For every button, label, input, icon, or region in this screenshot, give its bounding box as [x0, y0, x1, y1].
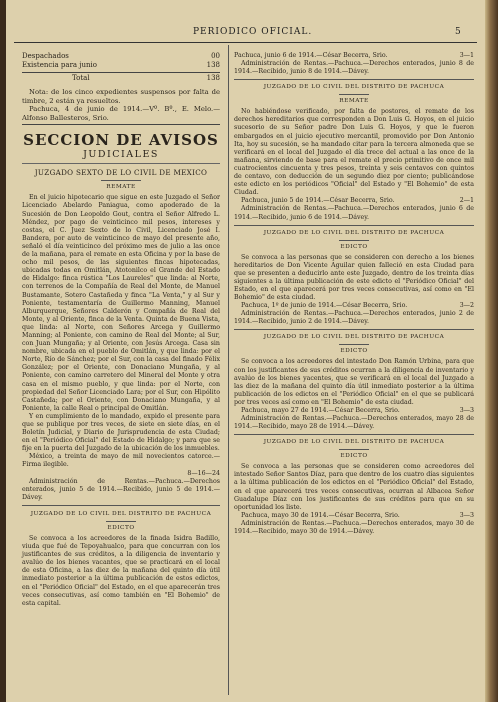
ad-heading: JUZGADO SEXTO DE LO CIVIL DE MEXICO: [34, 168, 208, 178]
summary-row: Despachados 00: [22, 52, 220, 60]
ad-admin: Administración de Rentas.—Pachuca.—Derechos enterados, junio 6 de 1914.—Recibido, junio 6 de 1914.—Dávey.: [234, 205, 474, 221]
ad-admin: Administración de Rentas.—Pachuca.—Derechos enterados, junio 2 de 1914.—Recibido, junio 2 de 1914.—Dávey.: [234, 310, 474, 326]
masthead: PERIODICO OFICIAL.: [193, 27, 313, 37]
ad-body: México, a treinta de mayo de mil novecientos catorce.— Firma ilegible.: [22, 453, 220, 469]
ad-body: Se convoca a los acreedores de la finada Isidra Badillo, viuda que fué de Tepoyahualco, para que concurran con los justificantes de sus créditos, a la diligencia de inventario y avalúo de los bienes vacantes, que se practicará en el local de esta Oficina, a las diez de la mañana del quinto día útil inmediato posterior a la última publicación de estos edictos, en el "Periódico Oficial" del Estado, en el que aparecerán tres veces consecutivas, así como también en "El Bohemio" de esta capital.: [22, 534, 220, 607]
ad-type: EDICTO: [340, 348, 368, 355]
ad-type: EDICTO: [340, 453, 368, 460]
signoff: Pachuca, junio 5 de 1914.—César Becerra, Srio. 2—1: [241, 197, 474, 205]
ad-type: REMATE: [106, 184, 136, 191]
ad-heading: JUZGADO DE LO CIVIL DEL DISTRITO DE PACHUCA: [263, 334, 445, 341]
signoff: Pachuca, 1º de junio de 1914.—César Becerra, Srio. 3—2: [241, 302, 474, 310]
section-subtitle: JUDICIALES: [83, 149, 159, 161]
summary-row: Existencia para junio 138: [22, 61, 220, 69]
summary-total: Total 138: [22, 72, 220, 83]
ad-heading: JUZGADO DE LO CIVIL DEL DISTRITO DE PACHUCA: [263, 439, 445, 446]
ad-body: Se convoca a los acreedores del intestado Don Ramón Urbina, para que con los justificantes de sus créditos ocurran a la diligencia de inventario y avalúo de los bienes yacentes, que se verificará en el local del Juzgado a las diez de la mañana del quinto día útil inmediato posterior a la última publicación de los edictos en el "Periódico Oficial" en el que se publicará por tres veces así como en "El Bohemio" de esta ciudad.: [234, 358, 474, 406]
ad-type: EDICTO: [340, 243, 368, 250]
page-number: 5: [455, 27, 462, 37]
ad-heading: JUZGADO DE LO CIVIL DEL DISTRITO DE PACHUCA: [30, 510, 212, 517]
nota-signoff: Pachuca, 4 de junio de 1914.—Vº. Bº., E. Melo.— Alfonso Ballesteros, Srio.: [22, 105, 220, 122]
column-rule: [228, 45, 229, 695]
page-edge: [485, 0, 498, 702]
ad-admin: Administración de Rentas.—Pachuca.—Derechos enterados, junio 8 de 1914.—Recibido, junio 8 de 1914.—Dávey.: [234, 60, 474, 76]
ad-admin: Administración de Rentas.—Pachuca.—Derechos enterados, junio 5 de 1914.—Recibido, junio 5 de 1914.—Dávey.: [22, 477, 220, 501]
header-rule: [14, 42, 477, 43]
right-column: [234, 52, 474, 536]
ad-heading: JUZGADO DE LO CIVIL DEL DISTRITO DE PACHUCA: [263, 84, 445, 91]
book-binding: [0, 0, 6, 702]
ad-body: Y en cumplimiento de lo mandado, expido el presente para que se publique por tres veces, de siete en siete días, en el Boletín Judicial, y Diario de Jurisprudencia de esta Ciudad; en el "Periódico Oficial" del Estado de Hidalgo; y para que se fije en la puerta del Juzgado de la ubicación de los inmuebles.: [22, 412, 220, 453]
ad-type: REMATE: [339, 98, 369, 105]
avisos-banner: [22, 124, 220, 164]
ad-type: EDICTO: [107, 524, 135, 531]
ad-body: En el juicio hipotecario que sigue en este Juzgado el Señor Licenciado Abelardo Paniagua, como apoderado de la Sucesión de Don Leopoldo Gout, contra el Señor Alfredo L. Méndez, por pago de veinticinco mil pesos, intereses y costas, el C. Juez Sexto de lo Civil, Licenciado José I. Bandera, por auto de veinticinco de mayo del presente año, señaló el día veinticinco del próximo mes de julio a las once de la mañana, para el remate en esta Oficina y por la base de ocho mil pesos, de las siguientes fincas hipotecadas, ubicadas todas en Omitlán, Atotonilco el Grande del Estado de Hidalgo: finca rústica "Los Laureles" que linda: al Norte, con terrenos de la Compañía de Real del Monte, de Manuel Bustamante, Sotero Castañeda y finca "La Venta," y al Sur y Poniente, testamentaría de Guillermo Manning, Manuel Alburquerque, Señores Calderón y Compañía de Real del Monte, y al Oriente, finca de la Venta. Quinta de Buena Vista, que linda: al Norte, con Señores Arcega y Guillermo Manning; al Poniente, con camino de Real del Monte; al Sur, con Juan Mungaña; y al Oriente, con Jesús Arcega. Casa sin nombre, ubicada en el pueblo de Omitlán, y que linda: por el Norte, Río de Sánchez; por el Sur, con la casa del finado Félix González; por el Oriente, con Donaciano Mungaña, y al Poniente, con camino carretero del Mineral del Monte y otra casa en el mismo pueblo, y que linda: por el Norte, con propiedad del Señor Licenciado Lara; por el Sur, con Hipólito Castañeda; por el Oriente, con Donaciano Mungaña, y al Poniente, la calle Real o principal de Omitlán.: [22, 194, 220, 412]
ad-admin: Administración de Rentas.—Pachuca.—Derechos enterados, mayo 28 de 1914.—Recibido, mayo 28 de 1914.—Dávey.: [234, 415, 474, 431]
signoff: Pachuca, mayo 30 de 1914.—César Becerra, Srio. 3—3: [241, 511, 474, 519]
ad-heading: JUZGADO DE LO CIVIL DEL DISTRITO DE PACHUCA: [263, 229, 445, 236]
ad-code: 8—16—24: [187, 469, 220, 477]
ad-body: Se convoca a las personas que se consideren como acreedores del intestado Señor Santos Díaz, para que dentro de los cuatro días siguientes a la última publicación de los edictos en el "Periódico Oficial" del Estado, en el que aparecerá tres veces consecutivas, ocurran al Albacea Señor Guadalupe Díaz con los justificantes de sus créditos para que en su oportunidad los liste.: [234, 463, 474, 511]
left-column: [22, 52, 220, 608]
section-title: SECCION DE AVISOS: [23, 131, 219, 150]
signoff: Pachuca, junio 6 de 1914.—César Becerra, Srio. 3—1: [234, 52, 474, 59]
nota: Nota: de los cinco expedientes suspensos por falta de timbre, 2 están ya resueltos.: [22, 88, 220, 105]
ad-admin: Administración de Rentas.—Pachuca.—Derechos enterados, mayo 30 de 1914.—Recibido, mayo 30 de 1914.—Dávey.: [234, 519, 474, 536]
ad-body: Se convoca a las personas que se consideren con derecho a los bienes hereditarios de Don Vicente Aguilar quien falleció en esta Ciudad para que se presenten a deducirlo ante este Juzgado, dentro de los treinta días siguientes a la última publicación de este edicto el "Periódico Oficial" del Estado, en el que aparecerá por tres veces consecutivas, así como en "El Bohemio" de esta ciudad.: [234, 253, 474, 302]
signoff: Pachuca, mayo 27 de 1914.—César Becerra, Srio. 3—3: [241, 407, 474, 414]
ad-body: No habiéndose verificado, por falta de postores, el remate de los derechos hereditarios que corresponden a Don Luis G. Hoyos, en el juicio sucesorio de su Señor padre Don Luis G. Hoyos, y que le fueron embargados en el juicio ejecutivo mercantil, promovido por Don Antonio Ita, hoy su sucesión, se ha mandado citar para la tercera almoneda que se verificará en el local del Juzgado el día trece del actual a las once de la mañana, sirviendo de base para el remate el precio primitivo de once mil cuatrocientos cincuenta y tres pesos, treinta y seis centavos con quintos de centavo, con deducción de un segundo diez por ciento; publicándose este edicto en los periódicos "Oficial" del Estado y "El Bohemio" de esta Ciudad.: [234, 108, 474, 197]
